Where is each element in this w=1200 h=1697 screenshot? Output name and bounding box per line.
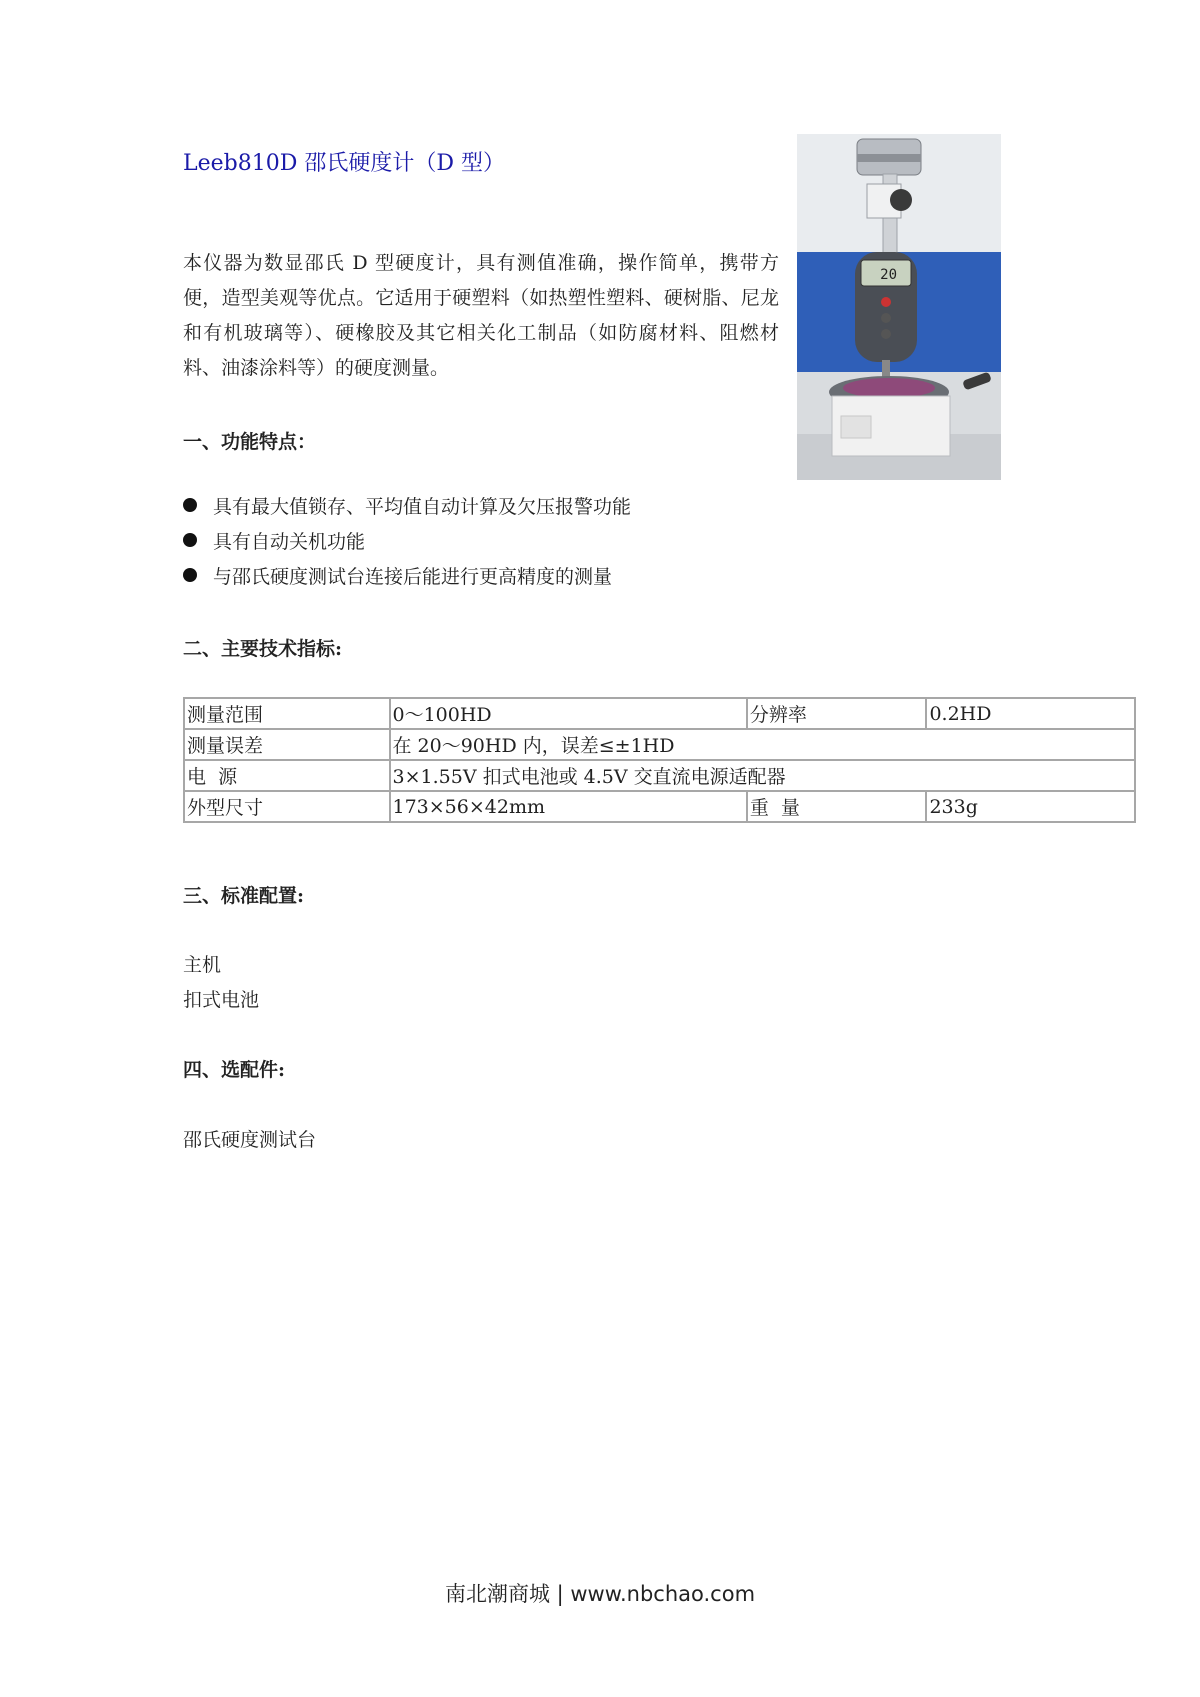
- table-cell: 电 源: [184, 760, 390, 791]
- section-heading-optional: 四、选配件:: [183, 1059, 286, 1081]
- bullet-icon: [183, 498, 197, 512]
- table-cell: 测量范围: [184, 698, 390, 729]
- list-item: 扣式电池: [183, 989, 260, 1011]
- list-item: 邵氏硬度测试台: [183, 1129, 317, 1151]
- table-cell: 233g: [926, 791, 1135, 822]
- list-item: 主机: [183, 954, 222, 976]
- bullet-icon: [183, 568, 197, 582]
- page-title: Leeb810D 邵氏硬度计（D 型）: [183, 151, 505, 176]
- section-heading-specs: 二、主要技术指标:: [183, 638, 343, 660]
- feature-list: [183, 490, 631, 595]
- list-item: 与邵氏硬度测试台连接后能进行更高精度的测量: [183, 560, 631, 595]
- table-cell: 重 量: [747, 791, 927, 822]
- table-cell: 0～100HD: [390, 698, 747, 729]
- table-cell: 0.2HD: [926, 698, 1135, 729]
- spec-table: [183, 697, 1136, 823]
- device-display-text: 20: [880, 267, 897, 283]
- table-row: [184, 791, 1135, 822]
- table-cell: 外型尺寸: [184, 791, 390, 822]
- list-item: 具有最大值锁存、平均值自动计算及欠压报警功能: [183, 490, 631, 525]
- table-row: [184, 698, 1135, 729]
- section-heading-features: 一、功能特点：: [183, 431, 317, 453]
- section-heading-standard: 三、标准配置:: [183, 885, 305, 907]
- table-cell: 测量误差: [184, 729, 390, 760]
- table-row: [184, 760, 1135, 791]
- table-cell: 3×1.55V 扣式电池或 4.5V 交直流电源适配器: [390, 760, 1136, 791]
- product-photo: [797, 134, 1001, 480]
- list-item: 具有自动关机功能: [183, 525, 631, 560]
- table-cell: 在 20～90HD 内，误差≤±1HD: [390, 729, 1136, 760]
- footer: 南北潮商城 | www.nbchao.com: [444, 1582, 756, 1606]
- intro-paragraph: 本仪器为数显邵氏 D 型硬度计，具有测值准确，操作简单，携带方便，造型美观等优点。它适用于硬塑料（如热塑性塑料、硬树脂、尼龙和有机玻璃等）、硬橡胶及其它相关化工制品（如防腐材料、阻燃材料、油漆涂料等）的硬度测量。: [183, 252, 779, 379]
- table-row: [184, 729, 1135, 760]
- table-cell: 173×56×42mm: [390, 791, 747, 822]
- table-cell: 分辨率: [747, 698, 927, 729]
- bullet-icon: [183, 533, 197, 547]
